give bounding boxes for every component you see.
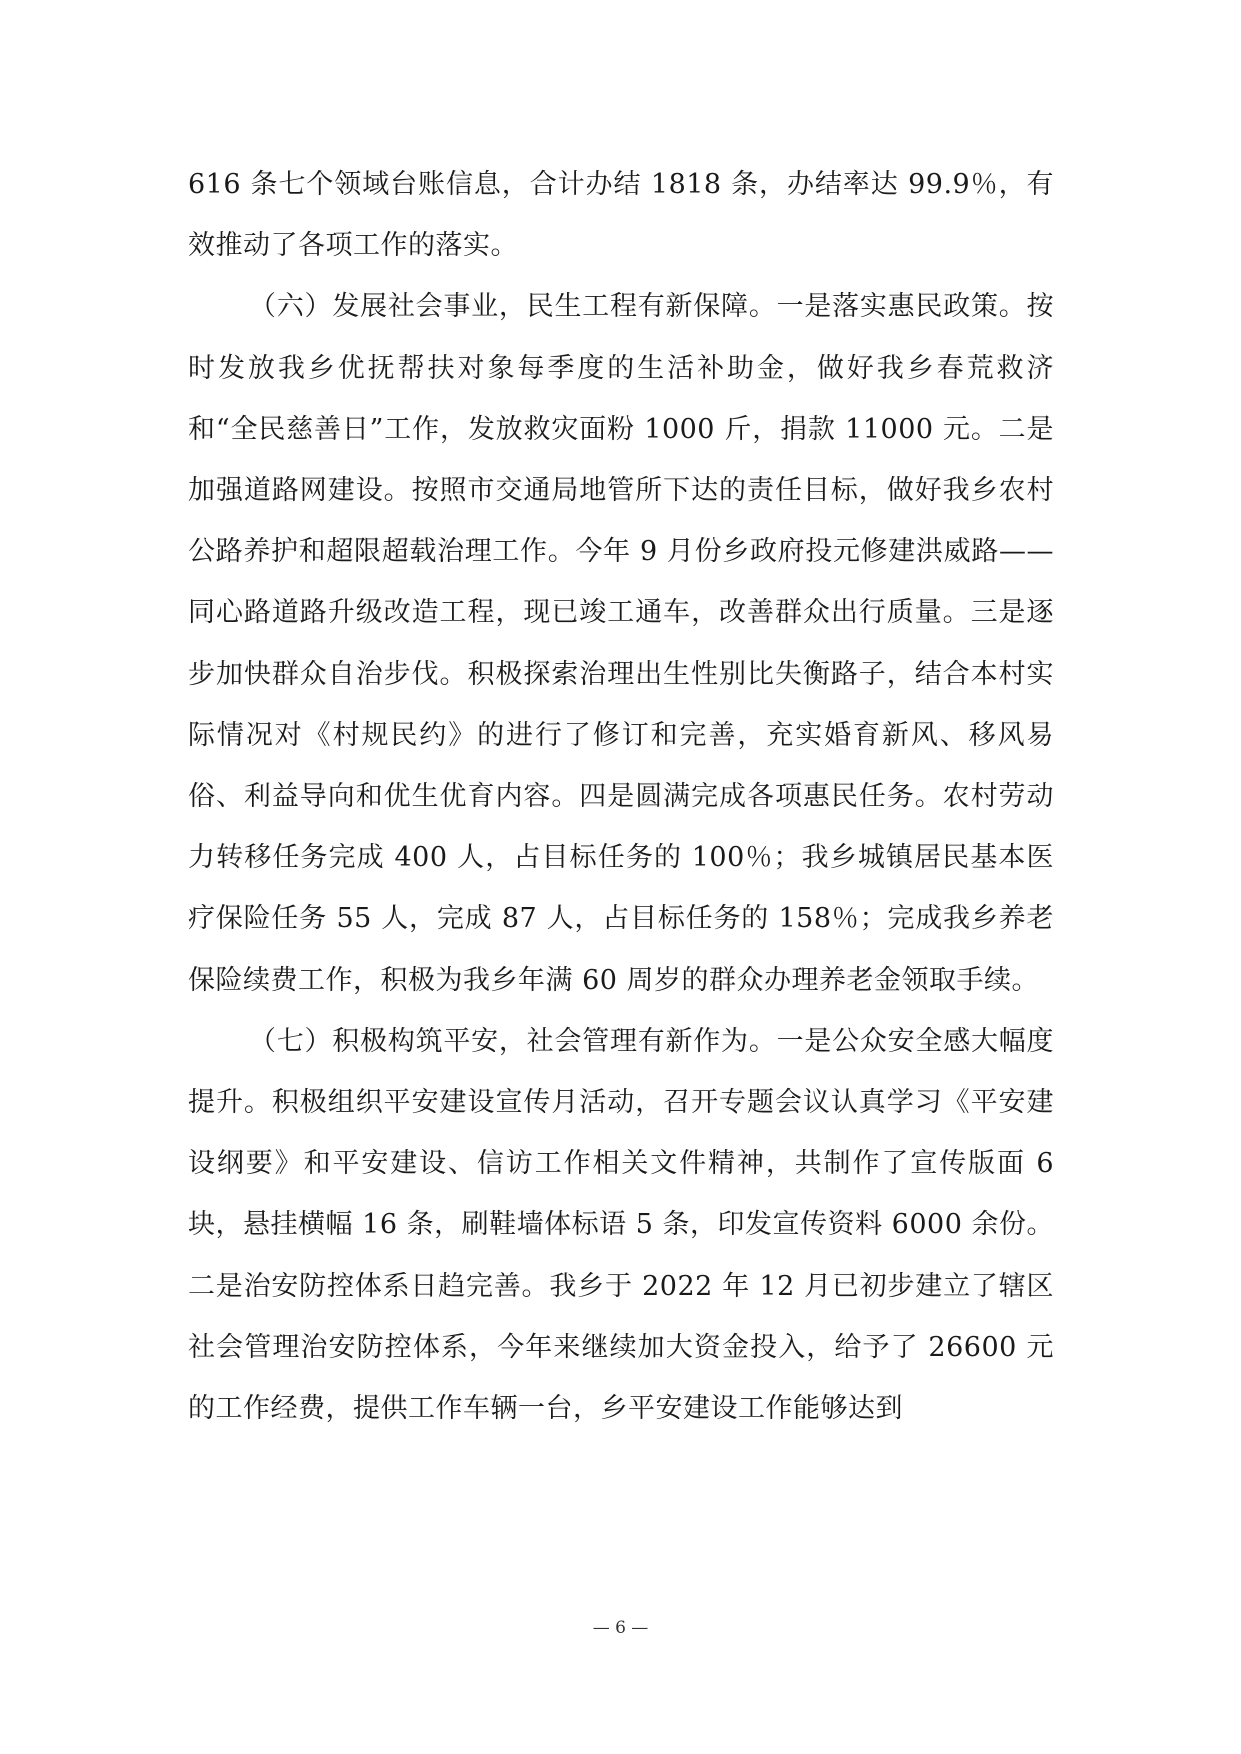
body-text: [188, 154, 1054, 1439]
paragraph-section-6: （六）发展社会事业，民生工程有新保障。一是落实惠民政策。按时发放我乡优抚帮扶对象每季度的生活补助金，做好我乡春荒救济和“全民慈善日”工作，发放救灾面粉 1000 斤，捐款 11000 元。二是加强道路网建设。按照市交通局地管所下达的责任目标，做好我乡农村公路养护和超限超载治理工作。今年 9 月份乡政府投元修建洪威路——同心路道路升级改造工程，现已竣工通车，改善群众出行质量。三是逐步加快群众自治步伐。积极探索治理出生性别比失衡路子，结合本村实际情况对《村规民约》的进行了修订和完善，充实婚育新风、移风易俗、利益导向和优生优育内容。四是圆满完成各项惠民任务。农村劳动力转移任务完成 400 人，占目标任务的 100％；我乡城镇居民基本医疗保险任务 55 人，完成 87 人，占目标任务的 158％；完成我乡养老保险续费工作，积极为我乡年满 60 周岁的群众办理养老金领取手续。: [188, 291, 1054, 996]
paragraph-continuation: 616 条七个领域台账信息，合计办结 1818 条，办结率达 99.9％，有效推动了各项工作的落实。: [188, 169, 1054, 262]
page-number: — 6 —: [592, 1618, 649, 1638]
paragraph-section-7: （七）积极构筑平安，社会管理有新作为。一是公众安全感大幅度提升。积极组织平安建设宣传月活动，召开专题会议认真学习《平安建设纲要》和平安建设、信访工作相关文件精神，共制作了宣传版面 6 块，悬挂横幅 16 条，刷鞋墙体标语 5 条，印发宣传资料 6000 余份。二是治安防控体系日趋完善。我乡于 2022 年 12 月已初步建立了辖区社会管理治安防控体系，今年来继续加大资金投入，给予了 26600 元的工作经费，提供工作车辆一台，乡平安建设工作能够达到: [188, 1025, 1054, 1425]
